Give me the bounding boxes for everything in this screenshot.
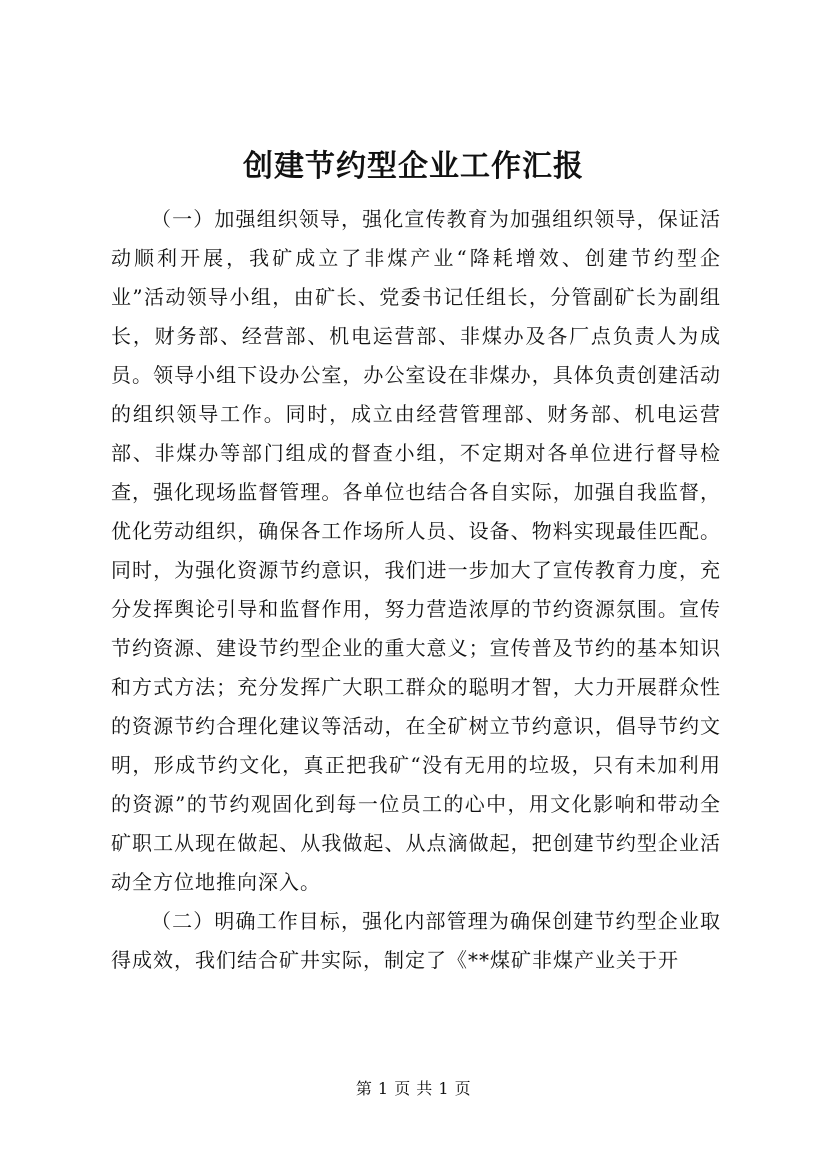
- document-title: 创建节约型企业工作汇报: [243, 149, 584, 184]
- page-footer: 第 1 页 共 1 页: [355, 1079, 472, 1098]
- document-body: [111, 200, 721, 980]
- paragraph-2: （二）明确工作目标，强化内部管理为确保创建节约型企业取得成效，我们结合矿井实际，制定了《**煤矿非煤产业关于开: [111, 909, 721, 972]
- paragraph-1: （一）加强组织领导，强化宣传教育为加强组织领导，保证活动顺利开展，我矿成立了非煤产业“降耗增效、创建节约型企业”活动领导小组，由矿长、党委书记任组长，分管副矿长为副组长，财务部、经营部、机电运营部、非煤办及各厂点负责人为成员。领导小组下设办公室，办公室设在非煤办，具体负责创建活动的组织领导工作。同时，成立由经营管理部、财务部、机电运营部、非煤办等部门组成的督查小组，不定期对各单位进行督导检查，强化现场监督管理。各单位也结合各自实际，加强自我监督，优化劳动组织，确保各工作场所人员、设备、物料实现最佳匹配。同时，为强化资源节约意识，我们进一步加大了宣传教育力度，充分发挥舆论引导和监督作用，努力营造浓厚的节约资源氛围。宣传节约资源、建设节约型企业的重大意义；宣传普及节约的基本知识和方式方法；充分发挥广大职工群众的聪明才智，大力开展群众性的资源节约合理化建议等活动，在全矿树立节约意识，倡导节约文明，形成节约文化，真正把我矿“没有无用的垃圾，只有未加利用的资源”的节约观固化到每一位员工的心中，用文化影响和带动全矿职工从现在做起、从我做起、从点滴做起，把创建节约型企业活动全方位地推向深入。: [111, 207, 721, 894]
